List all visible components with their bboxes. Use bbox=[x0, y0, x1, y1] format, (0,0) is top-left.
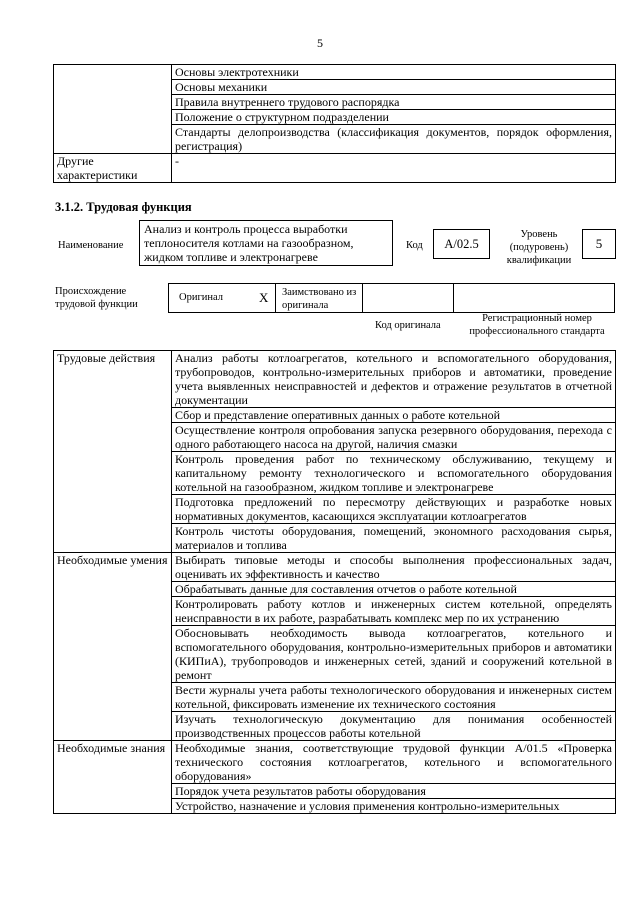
code-original-cell bbox=[362, 283, 454, 313]
table-row bbox=[54, 351, 616, 408]
table-cell: Осуществление контроля опробования запуска резервного оборудования, перехода с одного работающего насоса на другой, наличия смазки bbox=[172, 423, 616, 452]
code-value: A/02.5 bbox=[433, 229, 490, 259]
section-title: 3.1.2. Трудовая функция bbox=[55, 200, 192, 214]
table-cell: Вести журналы учета работы технологического оборудования и инженерных систем котельной, фиксировать изменение их технического состояния bbox=[172, 683, 616, 712]
code-label: Код bbox=[406, 240, 423, 251]
section-label: Необходимые знания bbox=[54, 741, 172, 814]
row-label bbox=[54, 65, 172, 154]
section-label: Необходимые умения bbox=[54, 553, 172, 741]
original-mark: X bbox=[259, 290, 269, 305]
table-cell: Контролировать работу котлов и инженерных систем котельной, определять неисправности в их работе, разрабатывать комплекс мер по их устранению bbox=[172, 597, 616, 626]
table-cell: Правила внутреннего трудового распорядка bbox=[172, 95, 616, 110]
table-cell: Основы механики bbox=[172, 80, 616, 95]
top-requirements-table bbox=[53, 64, 616, 183]
table-cell: Обрабатывать данные для составления отчетов о работе котельной bbox=[172, 582, 616, 597]
table-cell: Положение о структурном подразделении bbox=[172, 110, 616, 125]
table-row bbox=[54, 553, 616, 582]
table-cell: - bbox=[172, 154, 616, 183]
code-original-label: Код оригинала bbox=[375, 320, 441, 331]
original-label: Оригинал bbox=[179, 292, 223, 303]
borrowed-label: Заимствовано из оригинала bbox=[282, 287, 357, 311]
table-cell: Порядок учета результатов работы оборудования bbox=[172, 784, 616, 799]
function-details-table bbox=[53, 350, 616, 814]
section-label: Трудовые действия bbox=[54, 351, 172, 553]
table-row bbox=[54, 65, 616, 80]
table-cell: Основы электротехники bbox=[172, 65, 616, 80]
borrowed-cell bbox=[275, 283, 363, 313]
function-name-box: Анализ и контроль процесса выработки теплоносителя котлами на газообразном, жидком топливе и электронагреве bbox=[139, 220, 393, 266]
origin-label: Происхождение трудовой функции bbox=[55, 286, 138, 310]
table-cell: Стандарты делопроизводства (классификация документов, порядок оформления, регистрация) bbox=[172, 125, 616, 154]
level-value: 5 bbox=[582, 229, 616, 259]
name-label: Наименование bbox=[58, 240, 124, 251]
reg-number-label: Регистрационный номер профессионального стандарта bbox=[469, 313, 605, 337]
page-number: 5 bbox=[317, 36, 323, 50]
table-cell: Обосновывать необходимость вывода котлоагрегатов, котельного и вспомогательного оборудования, контрольно-измерительных приборов и автоматики (КИПиА), трубопроводов и инженерных сетей, зданий и сооружений котельной в ремонт bbox=[172, 626, 616, 683]
level-label: Уровень (подуровень) квалификации bbox=[506, 229, 572, 266]
table-row bbox=[54, 154, 616, 183]
table-cell: Подготовка предложений по пересмотру действующих и разработке новых нормативных документов, касающихся эксплуатации котлоагрегатов bbox=[172, 495, 616, 524]
table-cell: Анализ работы котлоагрегатов, котельного и вспомогательного оборудования, трубопроводов, контрольно-измерительных приборов и автоматики, проведение учета выявленных неисправностей и дефектов и отражение результатов в отчетной документации bbox=[172, 351, 616, 408]
table-cell: Необходимые знания, соответствующие трудовой функции A/01.5 «Проверка технического состояния котлоагрегатов, котельного и вспомогательного оборудования» bbox=[172, 741, 616, 784]
table-row bbox=[54, 741, 616, 784]
reg-number-cell bbox=[453, 283, 615, 313]
table-cell: Выбирать типовые методы и способы выполнения профессиональных задач, оценивать их эффективность и качество bbox=[172, 553, 616, 582]
table-cell: Изучать технологическую документацию для понимания особенностей производственных процессов работы котельной bbox=[172, 712, 616, 741]
table-cell: Контроль проведения работ по техническому обслуживанию, текущему и капитальному ремонту технологического и вспомогательного оборудования котельной на газообразном, жидком топливе и электронагреве bbox=[172, 452, 616, 495]
table-cell: Контроль чистоты оборудования, помещений, экономного расходования сырья, материалов и топлива bbox=[172, 524, 616, 553]
table-cell: Сбор и представление оперативных данных о работе котельной bbox=[172, 408, 616, 423]
original-cell bbox=[168, 283, 276, 313]
row-label: Другие характеристики bbox=[54, 154, 172, 183]
table-cell: Устройство, назначение и условия применения контрольно-измерительных bbox=[172, 799, 616, 814]
